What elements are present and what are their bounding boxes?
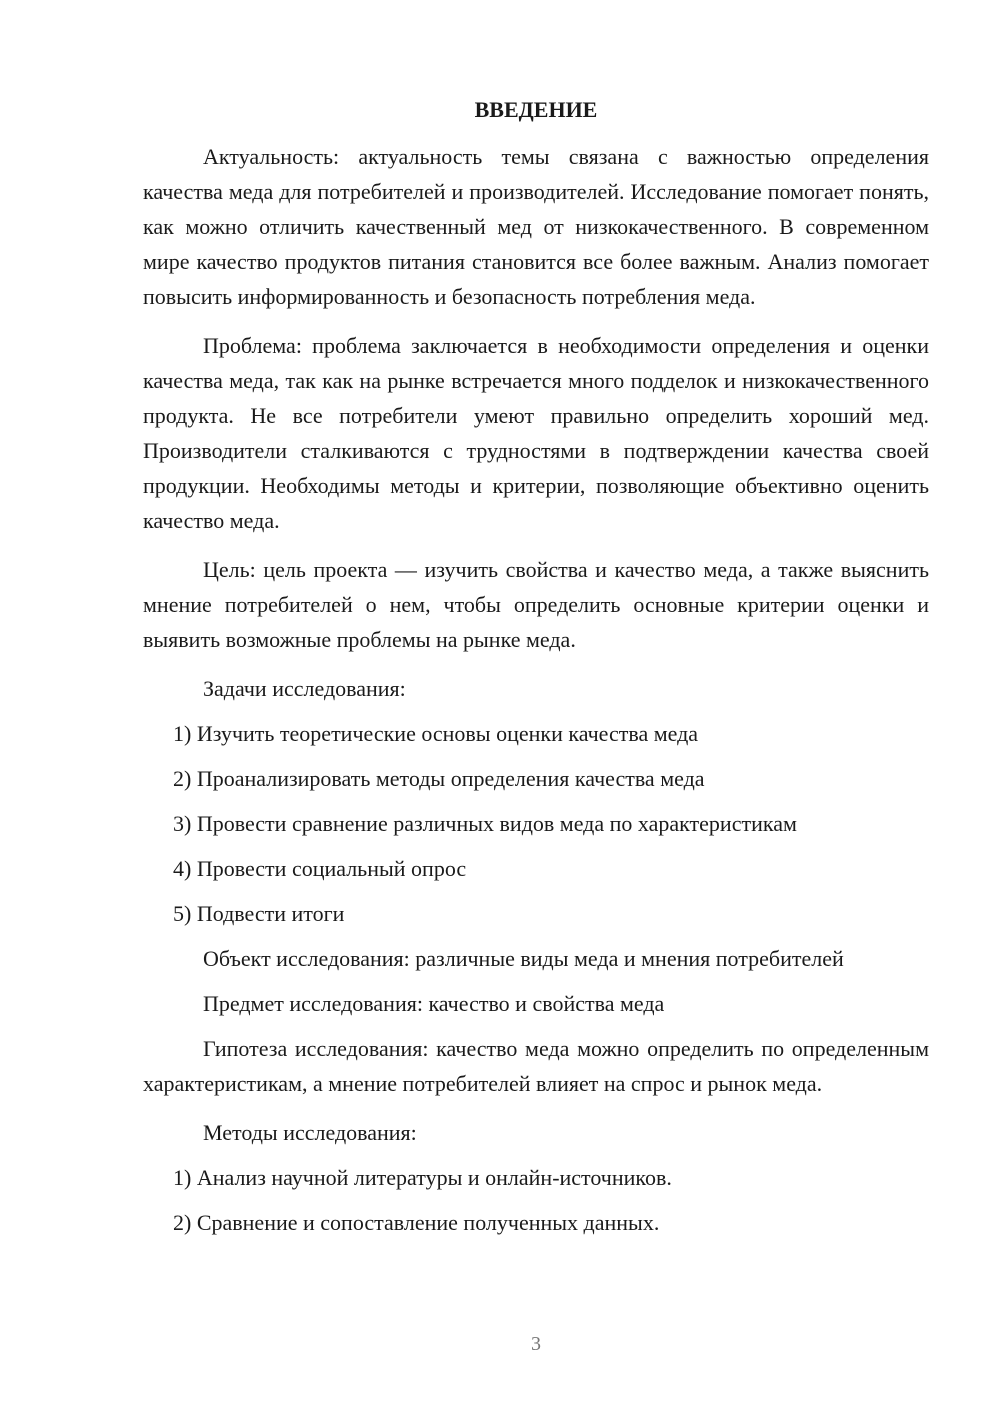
research-subject: Предмет исследования: качество и свойства меда	[203, 991, 665, 1016]
tasks-list-item: 2) Проанализировать методы определения качества меда	[173, 766, 705, 791]
problem-paragraph: Проблема: проблема заключается в необходимости определения и оценки качества меда, так как на рынке встречается много подделок и низкокачественного продукта. Не все потребители умеют правильно определить хороший мед. Производители сталкиваются с трудностями в подтверждении качества своей продукции. Необходимы методы и критерии, позволяющие объективно оценить качество меда.	[143, 333, 929, 533]
tasks-list-item: 3) Провести сравнение различных видов меда по характеристикам	[173, 811, 797, 836]
section-title: ВВЕДЕНИЕ	[474, 97, 598, 122]
tasks-list-item: 4) Провести социальный опрос	[173, 856, 467, 881]
hypothesis-paragraph: Гипотеза исследования: качество меда можно определить по определенным характеристикам, а мнение потребителей влияет на спрос и рынок меда.	[143, 1036, 929, 1096]
methods-list-item: 1) Анализ научной литературы и онлайн-источников.	[173, 1165, 672, 1190]
goal-paragraph: Цель: цель проекта — изучить свойства и качество меда, а также выяснить мнение потребителей о нем, чтобы определить основные критерии оценки и выявить возможные проблемы на рынке меда.	[143, 557, 929, 652]
tasks-list-item: 1) Изучить теоретические основы оценки качества меда	[173, 721, 699, 746]
page-content	[143, 95, 929, 1250]
methods-list-item: 2) Сравнение и сопоставление полученных данных.	[173, 1210, 660, 1235]
tasks-heading: Задачи исследования:	[203, 676, 406, 701]
methods-heading: Методы исследования:	[203, 1120, 417, 1145]
relevance-paragraph: Актуальность: актуальность темы связана с важностью определения качества меда для потребителей и производителей. Исследование помогает понять, как можно отличить качественный мед от низкокачественного. В современном мире качество продуктов питания становится все более важным. Анализ помогает повысить информированность и безопасность потребления меда.	[143, 144, 929, 309]
tasks-list-item: 5) Подвести итоги	[173, 901, 345, 926]
page-number: 3	[531, 1333, 541, 1355]
research-object: Объект исследования: различные виды меда и мнения потребителей	[203, 946, 844, 971]
